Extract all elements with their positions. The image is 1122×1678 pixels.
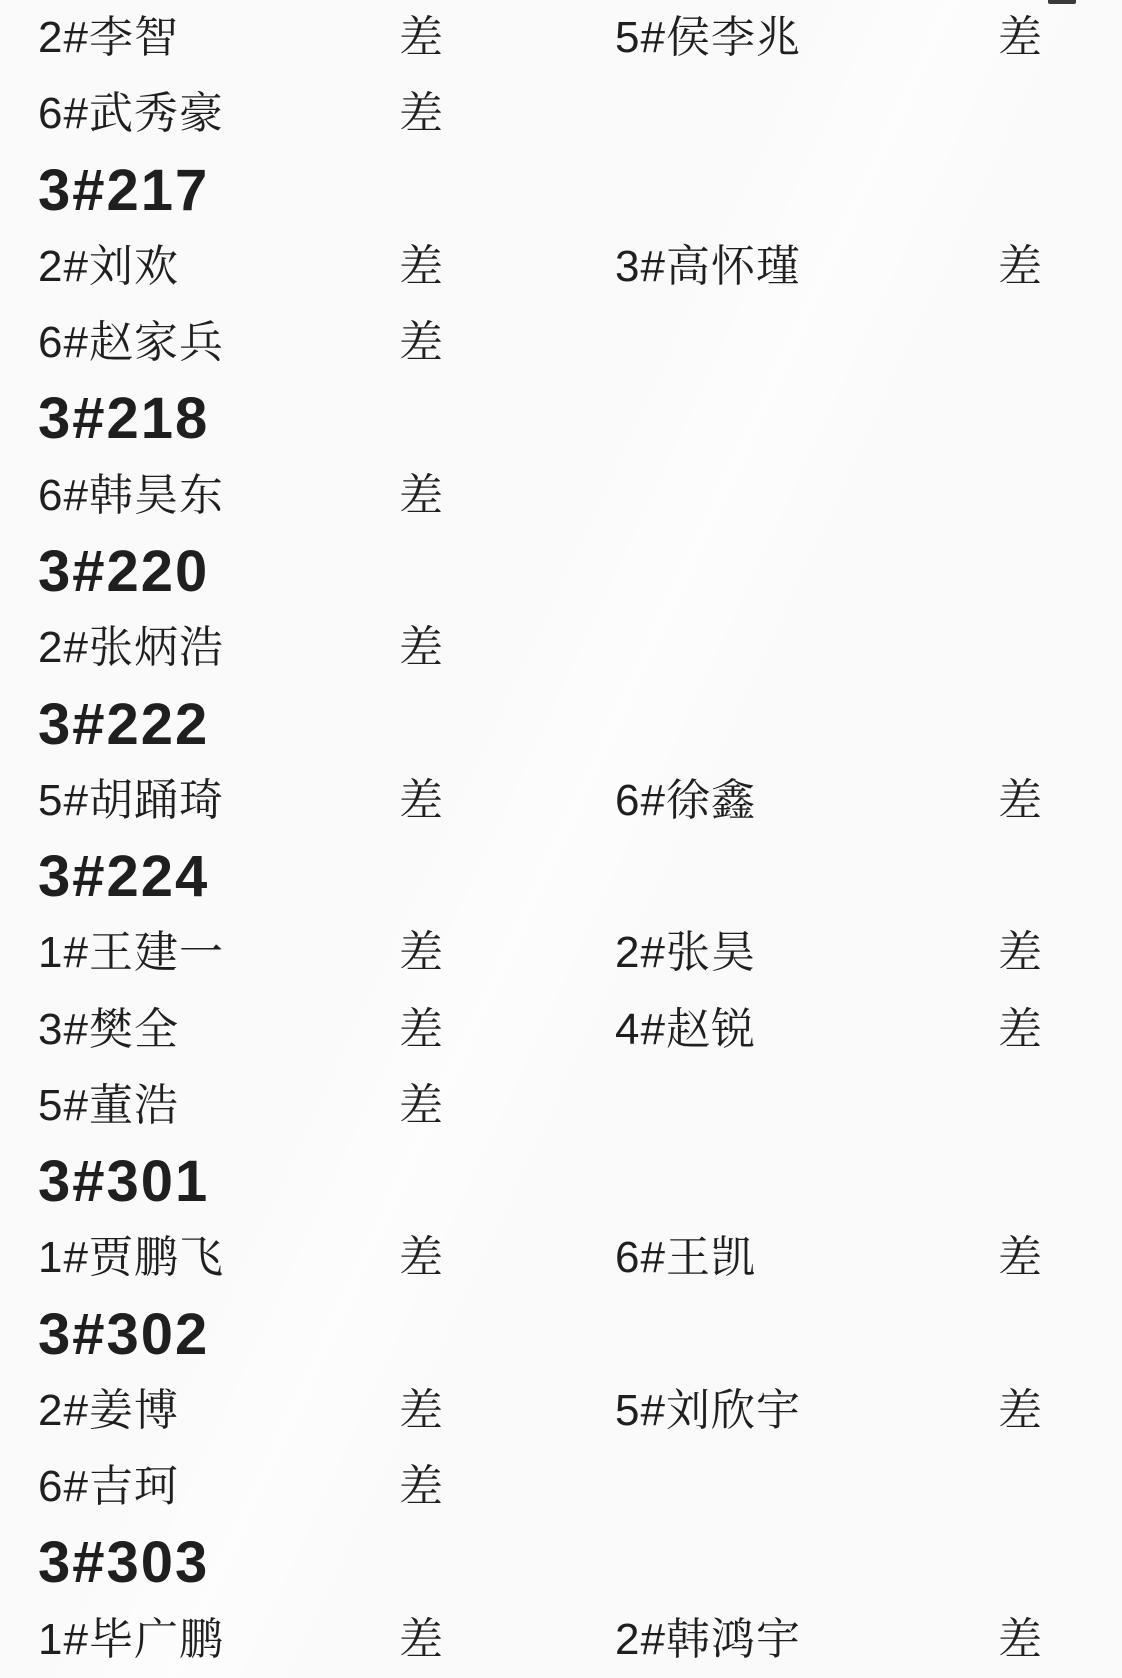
rating-label: 差 — [399, 89, 444, 139]
student-entry-row — [0, 0, 1122, 76]
room-number-heading: 3#217 — [38, 157, 210, 223]
student-label: 3#高怀瑾 — [615, 241, 801, 291]
student-label: 5#胡踊琦 — [38, 775, 224, 825]
rating-label: 差 — [399, 1004, 444, 1054]
rating-label: 差 — [399, 1233, 444, 1283]
student-label: 6#韩昊东 — [38, 470, 224, 520]
rating-label: 差 — [998, 1385, 1043, 1435]
student-entry-row — [0, 763, 1122, 839]
room-header-row — [0, 1144, 1122, 1220]
rating-label: 差 — [399, 1614, 444, 1664]
student-label: 5#侯李兆 — [615, 13, 801, 63]
student-entry-row — [0, 1220, 1122, 1296]
student-label: 6#徐鑫 — [615, 775, 756, 825]
rating-label: 差 — [998, 928, 1043, 978]
rating-label: 差 — [998, 13, 1043, 63]
student-entry-row — [0, 991, 1122, 1067]
student-label: 5#刘欣宇 — [615, 1385, 801, 1435]
rating-label: 差 — [399, 1385, 444, 1435]
student-label: 1#王建一 — [38, 928, 224, 978]
student-entry-row — [0, 229, 1122, 305]
student-entry-row — [0, 610, 1122, 686]
rating-label: 差 — [399, 623, 444, 673]
room-number-heading: 3#301 — [38, 1149, 210, 1215]
student-label: 2#姜博 — [38, 1385, 179, 1435]
room-header-row — [0, 1525, 1122, 1601]
student-label: 6#赵家兵 — [38, 318, 224, 368]
student-entry-row — [0, 76, 1122, 152]
room-number-heading: 3#222 — [38, 691, 210, 757]
rating-label: 差 — [399, 241, 444, 291]
room-number-heading: 3#303 — [38, 1530, 210, 1596]
room-header-row — [0, 381, 1122, 457]
student-label: 1#毕广鹏 — [38, 1614, 224, 1664]
rating-label: 差 — [399, 928, 444, 978]
student-label: 5#董浩 — [38, 1080, 179, 1130]
student-label: 4#赵锐 — [615, 1004, 756, 1054]
student-entry-row — [0, 1449, 1122, 1525]
rating-label: 差 — [399, 470, 444, 520]
room-number-heading: 3#218 — [38, 386, 210, 452]
student-label: 2#张昊 — [615, 928, 756, 978]
room-number-heading: 3#220 — [38, 538, 210, 604]
student-label: 2#韩鸿宇 — [615, 1614, 801, 1664]
student-label: 1#贾鹏飞 — [38, 1233, 224, 1283]
student-label: 2#张炳浩 — [38, 623, 224, 673]
student-entry-row — [0, 458, 1122, 534]
room-header-row — [0, 686, 1122, 762]
student-label: 3#樊全 — [38, 1004, 179, 1054]
student-label: 6#武秀豪 — [38, 89, 224, 139]
room-number-heading: 3#224 — [38, 844, 210, 910]
rating-label: 差 — [399, 1462, 444, 1512]
room-header-row — [0, 534, 1122, 610]
student-entry-row — [0, 1373, 1122, 1449]
rating-label: 差 — [998, 1004, 1043, 1054]
rating-label: 差 — [399, 775, 444, 825]
student-label: 2#刘欢 — [38, 241, 179, 291]
rating-label: 差 — [998, 775, 1043, 825]
student-entry-row — [0, 1602, 1122, 1678]
rating-label: 差 — [399, 1080, 444, 1130]
student-entry-row — [0, 915, 1122, 991]
student-entry-row — [0, 1068, 1122, 1144]
student-label: 2#李智 — [38, 13, 179, 63]
student-entry-row — [0, 305, 1122, 381]
rating-label: 差 — [998, 1233, 1043, 1283]
rating-label: 差 — [998, 241, 1043, 291]
rating-label: 差 — [399, 13, 444, 63]
rating-label: 差 — [998, 1614, 1043, 1664]
rating-label: 差 — [399, 318, 444, 368]
room-number-heading: 3#302 — [38, 1301, 210, 1367]
room-header-row — [0, 839, 1122, 915]
room-header-row — [0, 1297, 1122, 1373]
room-header-row — [0, 153, 1122, 229]
student-label: 6#吉珂 — [38, 1462, 179, 1512]
student-label: 6#王凯 — [615, 1233, 756, 1283]
